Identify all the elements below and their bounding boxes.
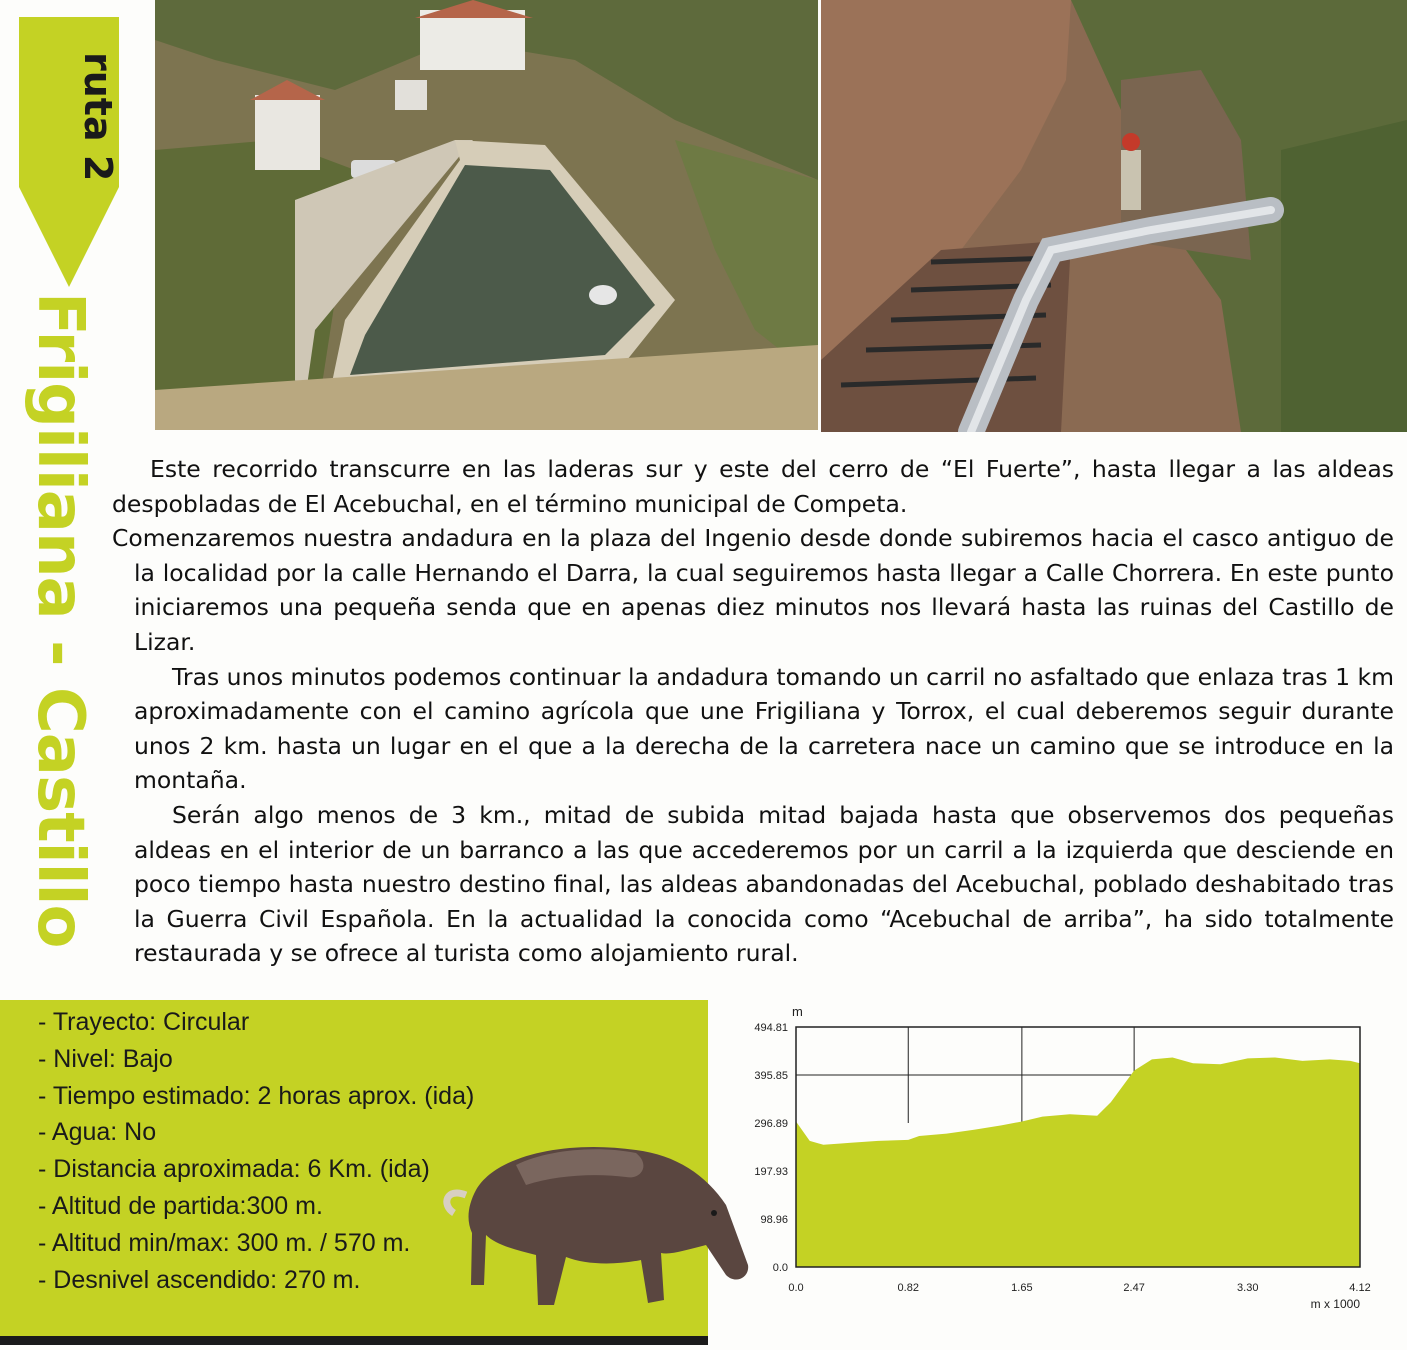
y-tick-label: 197.93	[754, 1165, 788, 1178]
x-tick-label: 3.30	[1237, 1282, 1259, 1294]
detail-item: - Altitud de partida:300 m.	[38, 1191, 323, 1220]
y-tick-label: 0.0	[772, 1262, 788, 1274]
y-tick-label: 98.96	[760, 1214, 788, 1227]
y-tick-label: 296.89	[754, 1117, 788, 1130]
x-tick-label: 4.12	[1349, 1282, 1371, 1294]
description-paragraph: Tras unos minutos podemos continuar la andadura tomando un carril no asfaltado que enlaza tras 1 km aproximadamente con el camino agrícola que une Frigiliana y Torrox, el cual deberemos seguir durante unos 2 km. hasta un lugar en el que a la derecha de la carretera nace un camino que se introduce en la montaña.	[134, 662, 1394, 795]
description-paragraph: Este recorrido transcurre en las laderas sur y este del cerro de “El Fuerte”, hasta llegar a las aldeas despobladas de El Acebuchal, en el término municipal de Competa.	[112, 455, 1394, 518]
x-axis-label: m x 1000	[1310, 1297, 1360, 1311]
cliff-pipeline-photo	[821, 0, 1407, 432]
y-tick-label: 395.85	[754, 1069, 788, 1082]
bottom-border	[0, 1336, 708, 1345]
y-tick-label: 494.81	[754, 1022, 788, 1034]
x-tick-label: 0.82	[897, 1282, 919, 1294]
detail-item: - Tiempo estimado: 2 horas aprox. (ida)	[38, 1081, 475, 1110]
detail-item: - Desnivel ascendido: 270 m.	[38, 1265, 361, 1294]
detail-item: - Distancia aproximada: 6 Km. (ida)	[38, 1155, 430, 1184]
elevation-profile-chart	[720, 1000, 1407, 1345]
detail-item: - Trayecto: Circular	[38, 1008, 250, 1036]
route-number: ruta 2	[76, 52, 120, 182]
detail-item: - Altitud min/max: 300 m. / 570 m.	[38, 1228, 411, 1257]
reservoir-photo	[155, 0, 818, 430]
route-details-list	[38, 1004, 474, 1298]
detail-item: - Nivel: Bajo	[38, 1044, 173, 1073]
y-axis-label: m	[792, 1004, 803, 1019]
wild-boar-icon	[436, 1135, 756, 1315]
route-title: Frigiliana - Castillo	[23, 292, 97, 948]
detail-item: - Agua: No	[38, 1118, 157, 1147]
description-paragraph: Comenzaremos nuestra andadura en la plaza del Ingenio desde donde subiremos hacia el casco antiguo de la localidad por la calle Hernando el Darra, la cual seguiremos hasta llegar a Calle Chorrera. En este punto iniciaremos una pequeña senda que en apenas diez minutos nos llevará hasta las ruinas del Castillo de Lizar.	[112, 524, 1394, 656]
route-description	[112, 452, 1394, 971]
x-tick-label: 1.65	[1011, 1282, 1033, 1294]
x-tick-label: 2.47	[1123, 1282, 1145, 1294]
elevation-area	[796, 1058, 1360, 1268]
x-tick-label: 0.0	[788, 1282, 804, 1294]
description-paragraph: Serán algo menos de 3 km., mitad de subida mitad bajada hasta que observemos dos pequeñas aldeas en el interior de un barranco a las que accederemos por un carril a la izquierda que desciende en poco tiempo hasta nuestro destino final, las aldeas abandonadas del Acebuchal, poblado deshabitado tras la Guerra Civil Española. En la actualidad la conocida como “Acebuchal de arriba”, ha sido totalmente restaurada y se ofrece al turista como alojamiento rural.	[134, 800, 1394, 968]
